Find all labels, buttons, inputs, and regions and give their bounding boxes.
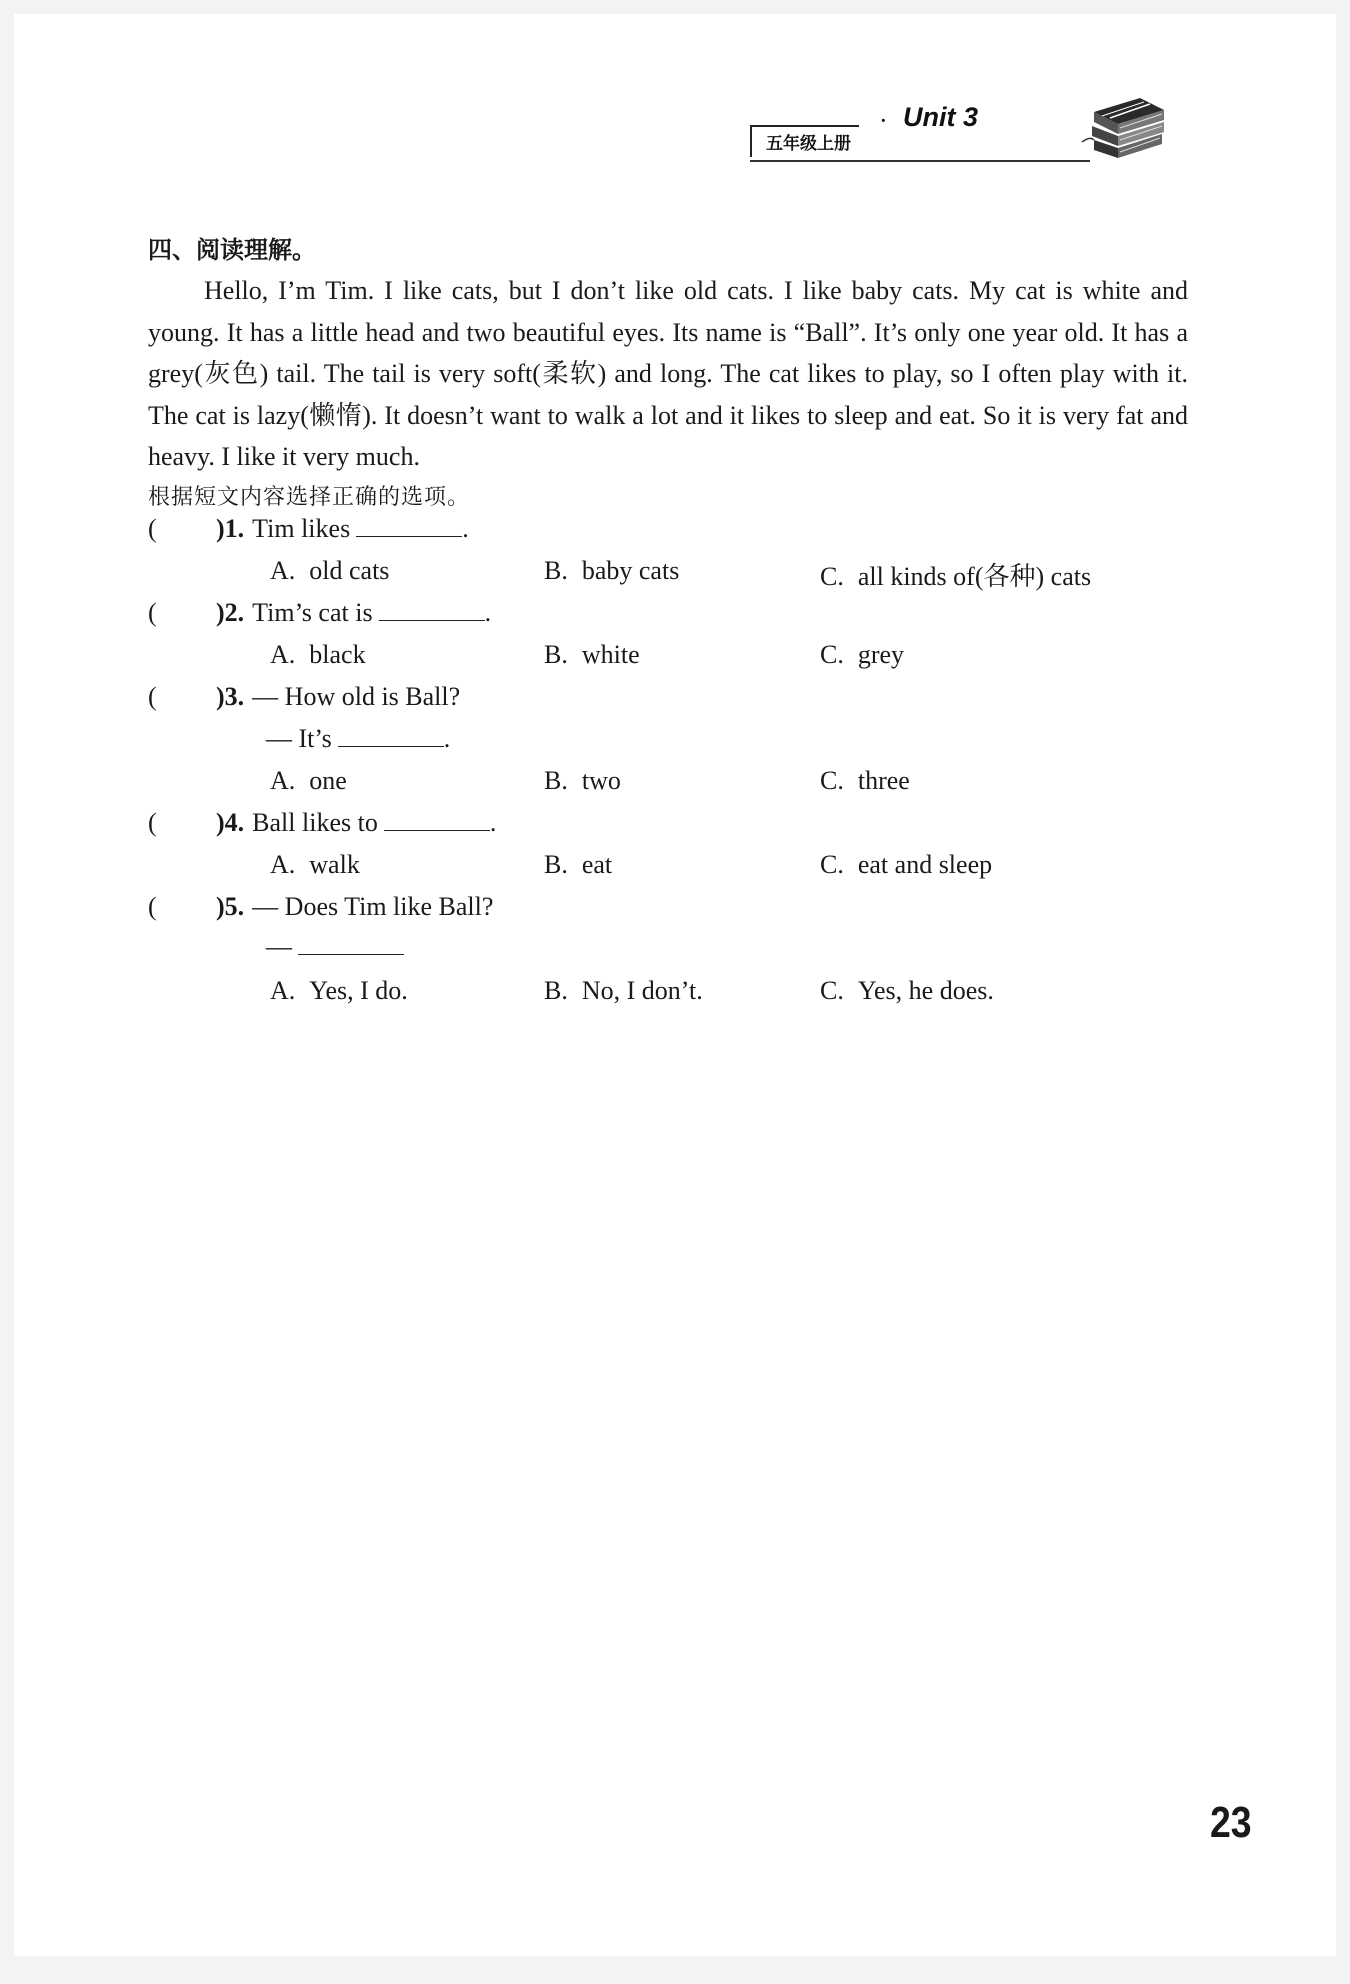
question-number: )3. (216, 682, 245, 711)
option-a[interactable]: A. walk (270, 850, 360, 879)
option-c[interactable]: C. three (820, 766, 910, 795)
option-b[interactable]: B. white (544, 640, 640, 669)
page-header (750, 92, 1190, 172)
option-b[interactable]: B. No, I don’t. (544, 976, 703, 1005)
option-b[interactable]: B. eat (544, 850, 613, 879)
question-3 (148, 682, 460, 712)
option-c[interactable]: C. all kinds of(各种) cats (820, 562, 1092, 591)
answer-blank[interactable] (379, 598, 485, 621)
workbook-page (14, 14, 1336, 1956)
question-stem: Ball likes to (252, 808, 378, 837)
books-stack-icon (1080, 92, 1170, 172)
question-2 (148, 598, 491, 628)
stem-period: . (484, 598, 492, 627)
question-stem: — Does Tim like Ball? (252, 892, 494, 921)
option-a[interactable]: A. one (270, 766, 347, 795)
question-number: )1. (216, 514, 245, 543)
answer-blank[interactable] (338, 724, 444, 747)
answer-blank[interactable] (298, 932, 404, 955)
question-4 (148, 808, 496, 838)
question-number: )2. (216, 598, 245, 627)
option-b[interactable]: B. two (544, 766, 621, 795)
grade-label: 五年级上册 (750, 125, 859, 157)
header-rule (750, 160, 1090, 162)
section-title: 四、阅读理解。 (148, 236, 316, 264)
answer-paren[interactable]: ( (148, 514, 157, 543)
answer-paren[interactable]: ( (148, 892, 157, 921)
option-b[interactable]: B. baby cats (544, 556, 680, 585)
option-a[interactable]: A. black (270, 640, 366, 669)
question-number: )4. (216, 808, 245, 837)
option-c[interactable]: C. Yes, he does. (820, 976, 994, 1005)
question-number: )5. (216, 892, 245, 921)
unit-title: Unit 3 (903, 102, 979, 132)
answer-paren[interactable]: ( (148, 682, 157, 711)
reading-passage: Hello, I’m Tim. I like cats, but I don’t like old cats. I like baby cats. My cat is white and young. It has a little head and two beautiful eyes. Its name is “Ball”. It’s only one year old. It has a grey(灰色) tail. The tail is very soft(柔软) and long. The cat likes to play, so I often play with it. The cat is lazy(懒惰). It doesn’t want to walk a lot and it likes to sleep and eat. So it is very fat and heavy. I like it very much. (148, 276, 1188, 472)
answer-paren[interactable]: ( (148, 598, 157, 627)
answer-prompt-5: — (266, 932, 404, 962)
question-stem: — How old is Ball? (252, 682, 461, 711)
option-a[interactable]: A. Yes, I do. (270, 976, 408, 1005)
answer-paren[interactable]: ( (148, 808, 157, 837)
question-5 (148, 892, 493, 922)
question-stem: Tim likes (252, 514, 351, 543)
instruction-text: 根据短文内容选择正确的选项。 (148, 485, 471, 510)
stem-period: . (489, 808, 497, 837)
page-number: 23 (1210, 1798, 1252, 1847)
answer-prompt-3: — It’s . (266, 724, 451, 753)
header-dot: · (880, 110, 887, 132)
option-a[interactable]: A. old cats (270, 556, 390, 585)
option-c[interactable]: C. grey (820, 640, 905, 669)
stem-period: . (462, 514, 469, 543)
answer-blank[interactable] (356, 514, 462, 537)
option-c[interactable]: C. eat and sleep (820, 850, 993, 879)
answer-blank[interactable] (384, 808, 490, 831)
question-stem: Tim’s cat is (252, 598, 373, 627)
question-1 (148, 514, 469, 544)
